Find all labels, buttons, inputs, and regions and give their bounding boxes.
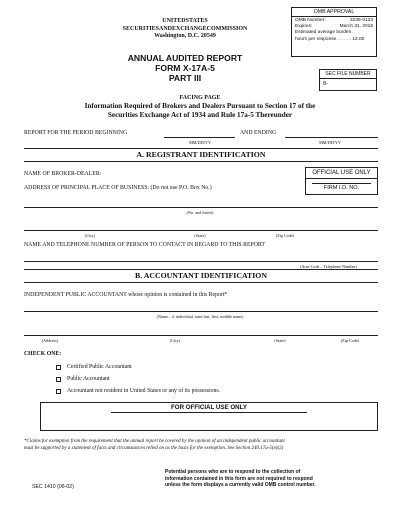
- non-resident-accountant-checkbox[interactable]: [56, 389, 61, 394]
- section-b-top-rule: [24, 269, 378, 270]
- city-caption-a: (City): [84, 233, 95, 238]
- city-caption-b: (City): [169, 338, 180, 343]
- footnote-line-2: must be supported by a statement of facts and circumstances relied on as the basis for the exemption. See Section 240.17a-5(e)(2): [24, 446, 284, 451]
- public-accountant-label: Public Accountant: [67, 376, 110, 382]
- period-begin-label: REPORT FOR THE PERIOD BEGINNING: [24, 130, 128, 136]
- footnote-line-1: *Claims for exemption from the requirement that the annual report be covered by the opinion of an independent public accountant: [24, 439, 285, 444]
- for-official-use-box: [40, 402, 378, 431]
- agency-line-2: SECURITIESANDEXCHANGECOMMISSION: [122, 25, 248, 32]
- zip-caption-b: (Zip Code): [340, 338, 360, 343]
- principal-address-label: ADDRESS OF PRINCIPAL PLACE OF BUSINESS: (Do not use P.O. Box No.): [24, 185, 212, 191]
- period-begin-field[interactable]: [164, 137, 235, 138]
- public-accountant-checkbox[interactable]: [56, 377, 61, 382]
- info-line-2: Securities Exchange Act of 1934 and Rule 17a-5 Thereunder: [107, 111, 293, 119]
- section-b-title: B. ACCOUNTANT IDENTIFICATION: [135, 271, 267, 280]
- agency-line-3: Washington, D.C. 20549: [154, 33, 216, 39]
- info-line-1: Information Required of Brokers and Dealers Pursuant to Section 17 of the: [84, 102, 316, 110]
- accountant-label: INDEPENDENT PUBLIC ACCOUNTANT whose opinion is contained in this Report*: [24, 292, 228, 298]
- omb-approval-box: [291, 7, 377, 57]
- firm-id-label: FIRM I.D. NO.: [312, 183, 371, 192]
- period-end-field[interactable]: [285, 137, 378, 138]
- sec-file-number-label: SEC FILE NUMBER: [320, 70, 376, 79]
- omb-number-value: 3235-0123: [350, 18, 373, 23]
- address-caption-b: (Address): [41, 338, 59, 343]
- no-street-caption: (No. and Street): [186, 210, 214, 215]
- form-code: SEC 1410 (06-02): [32, 484, 74, 490]
- omb-expires-label: Expires:: [295, 24, 313, 30]
- section-b-bottom-rule: [24, 282, 378, 283]
- omb-number-label: OMB Number:: [295, 18, 326, 23]
- official-use-label: OFFICIAL USE ONLY: [306, 168, 377, 179]
- zip-caption-a: (Zip Code): [275, 233, 295, 238]
- check-one-label: CHECK ONE:: [24, 351, 62, 357]
- contact-person-field[interactable]: [24, 261, 378, 262]
- non-resident-accountant-label: Accountant not resident in United States or any of its possessions.: [67, 388, 221, 394]
- form-title-line-2: FORM X-17A-5: [155, 63, 215, 73]
- state-caption-a: (State): [194, 233, 206, 238]
- accountant-name-hint: (Name – if individual, state last, first, middle name): [156, 314, 244, 319]
- contact-person-label: NAME AND TELEPHONE NUMBER OF PERSON TO CONTACT IN REGARD TO THIS REPORT: [24, 242, 265, 248]
- period-begin-format: MM/DD/YY: [189, 140, 211, 145]
- omb-burden-line-2: hours per response. . . . . . 12.00: [295, 36, 365, 42]
- omb-burden-line-1: Estimated average burden: [295, 30, 352, 36]
- official-use-box: [305, 167, 378, 195]
- certified-public-accountant-checkbox[interactable]: [56, 365, 61, 370]
- sec-file-number-value[interactable]: 8-: [323, 81, 328, 87]
- facing-page-label: FACING PAGE: [179, 95, 221, 101]
- agency-line-1: UNITEDSTATES: [162, 18, 208, 24]
- accountant-name-field[interactable]: [24, 311, 378, 312]
- section-a-title: A. REGISTRANT IDENTIFICATION: [136, 150, 266, 159]
- section-a-bottom-rule: [24, 161, 378, 162]
- omb-notice-line-3: unless the form displays a currently valid OMB control number.: [165, 482, 316, 488]
- broker-dealer-label: NAME OF BROKER-DEALER:: [24, 171, 102, 177]
- for-official-use-label: FOR OFFICIAL USE ONLY: [111, 403, 307, 413]
- form-title-line-1: ANNUAL AUDITED REPORT: [127, 53, 243, 63]
- sec-file-number-box: [319, 69, 377, 91]
- state-caption-b: (State): [274, 338, 286, 343]
- street-address-field[interactable]: [24, 207, 378, 208]
- period-end-label: AND ENDING: [240, 130, 277, 136]
- period-end-format: MM/DD/YY: [319, 140, 341, 145]
- certified-public-accountant-label: Certified Public Accountant: [67, 364, 132, 370]
- omb-notice-line-1: Potential persons who are to respond to the collection of: [165, 469, 301, 475]
- form-title-line-3: PART III: [168, 73, 202, 83]
- city-state-zip-field-a[interactable]: [24, 230, 378, 231]
- omb-notice-line-2: information contained in this form are not required to respond: [165, 475, 313, 482]
- omb-approval-title: OMB APPROVAL: [292, 8, 376, 17]
- omb-expires-value: March 31, 2016: [339, 24, 373, 30]
- area-code-caption: (Area Code – Telephone Number): [300, 264, 358, 269]
- accountant-address-field[interactable]: [24, 335, 378, 336]
- section-a-top-rule: [24, 148, 378, 149]
